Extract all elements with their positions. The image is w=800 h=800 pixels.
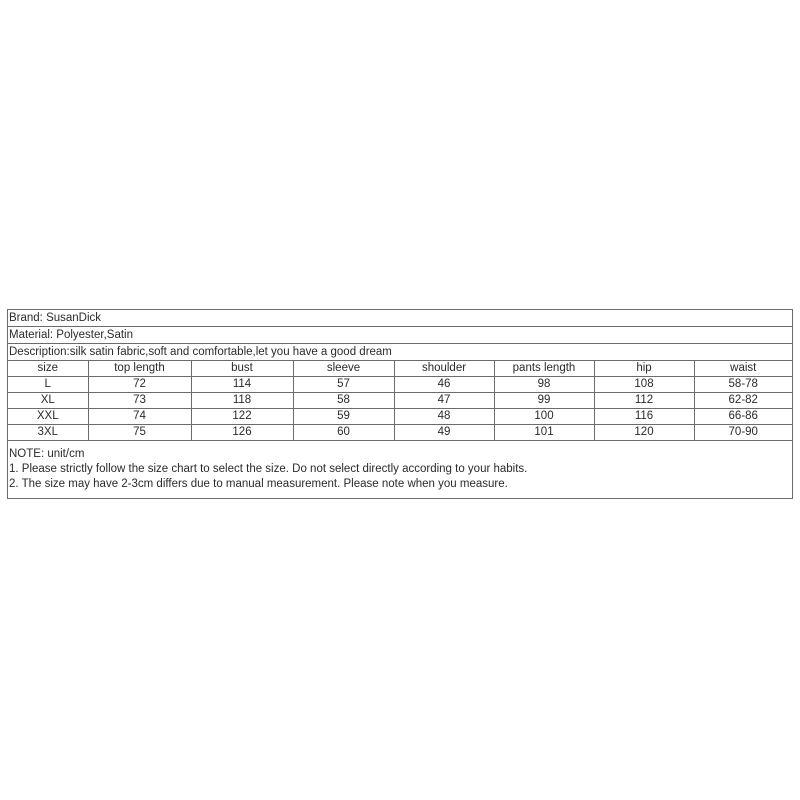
table-cell: 112 — [594, 393, 694, 409]
header-hip: hip — [594, 361, 694, 377]
table-cell: 47 — [394, 393, 494, 409]
table-cell: 72 — [88, 377, 191, 393]
table-cell: 57 — [293, 377, 394, 393]
table-cell: 60 — [293, 425, 394, 441]
table-row — [8, 425, 792, 441]
table-cell: 99 — [494, 393, 594, 409]
table-cell: 98 — [494, 377, 594, 393]
header-pants-length: pants length — [494, 361, 594, 377]
material-line: Material: Polyester,Satin — [8, 327, 792, 344]
table-cell: 49 — [394, 425, 494, 441]
table-cell: 46 — [394, 377, 494, 393]
table-cell: 74 — [88, 409, 191, 425]
note-size-chart: 1. Please strictly follow the size chart to select the size. Do not select directly according to your habits. — [9, 463, 528, 475]
table-row — [8, 393, 792, 409]
table-cell: 116 — [594, 409, 694, 425]
table-cell: 126 — [191, 425, 293, 441]
table-cell: 120 — [594, 425, 694, 441]
header-shoulder: shoulder — [394, 361, 494, 377]
notes-block — [8, 441, 792, 498]
table-cell: L — [8, 377, 88, 393]
table-cell: 58 — [293, 393, 394, 409]
header-bust: bust — [191, 361, 293, 377]
size-chart-sheet — [7, 309, 793, 499]
table-cell: 101 — [494, 425, 594, 441]
unit-note: NOTE: unit/cm — [9, 448, 85, 460]
table-cell: 118 — [191, 393, 293, 409]
table-cell: 48 — [394, 409, 494, 425]
header-sleeve: sleeve — [293, 361, 394, 377]
table-cell: 66-86 — [694, 409, 792, 425]
table-cell: 58-78 — [694, 377, 792, 393]
table-cell: 3XL — [8, 425, 88, 441]
table-cell: 122 — [191, 409, 293, 425]
table-header-row — [8, 361, 792, 377]
table-cell: 62-82 — [694, 393, 792, 409]
description-line: Description:silk satin fabric,soft and comfortable,let you have a good dream — [8, 344, 792, 361]
table-row — [8, 377, 792, 393]
size-table — [8, 361, 792, 441]
header-top-length: top length — [88, 361, 191, 377]
header-size: size — [8, 361, 88, 377]
table-cell: 100 — [494, 409, 594, 425]
table-cell: XL — [8, 393, 88, 409]
table-cell: 73 — [88, 393, 191, 409]
table-cell: 59 — [293, 409, 394, 425]
table-row — [8, 409, 792, 425]
note-measurement: 2. The size may have 2-3cm differs due to manual measurement. Please note when you measure. — [9, 478, 508, 490]
table-cell: 70-90 — [694, 425, 792, 441]
table-cell: XXL — [8, 409, 88, 425]
table-cell: 75 — [88, 425, 191, 441]
table-cell: 108 — [594, 377, 694, 393]
brand-line: Brand: SusanDick — [8, 310, 792, 327]
header-waist: waist — [694, 361, 792, 377]
table-cell: 114 — [191, 377, 293, 393]
